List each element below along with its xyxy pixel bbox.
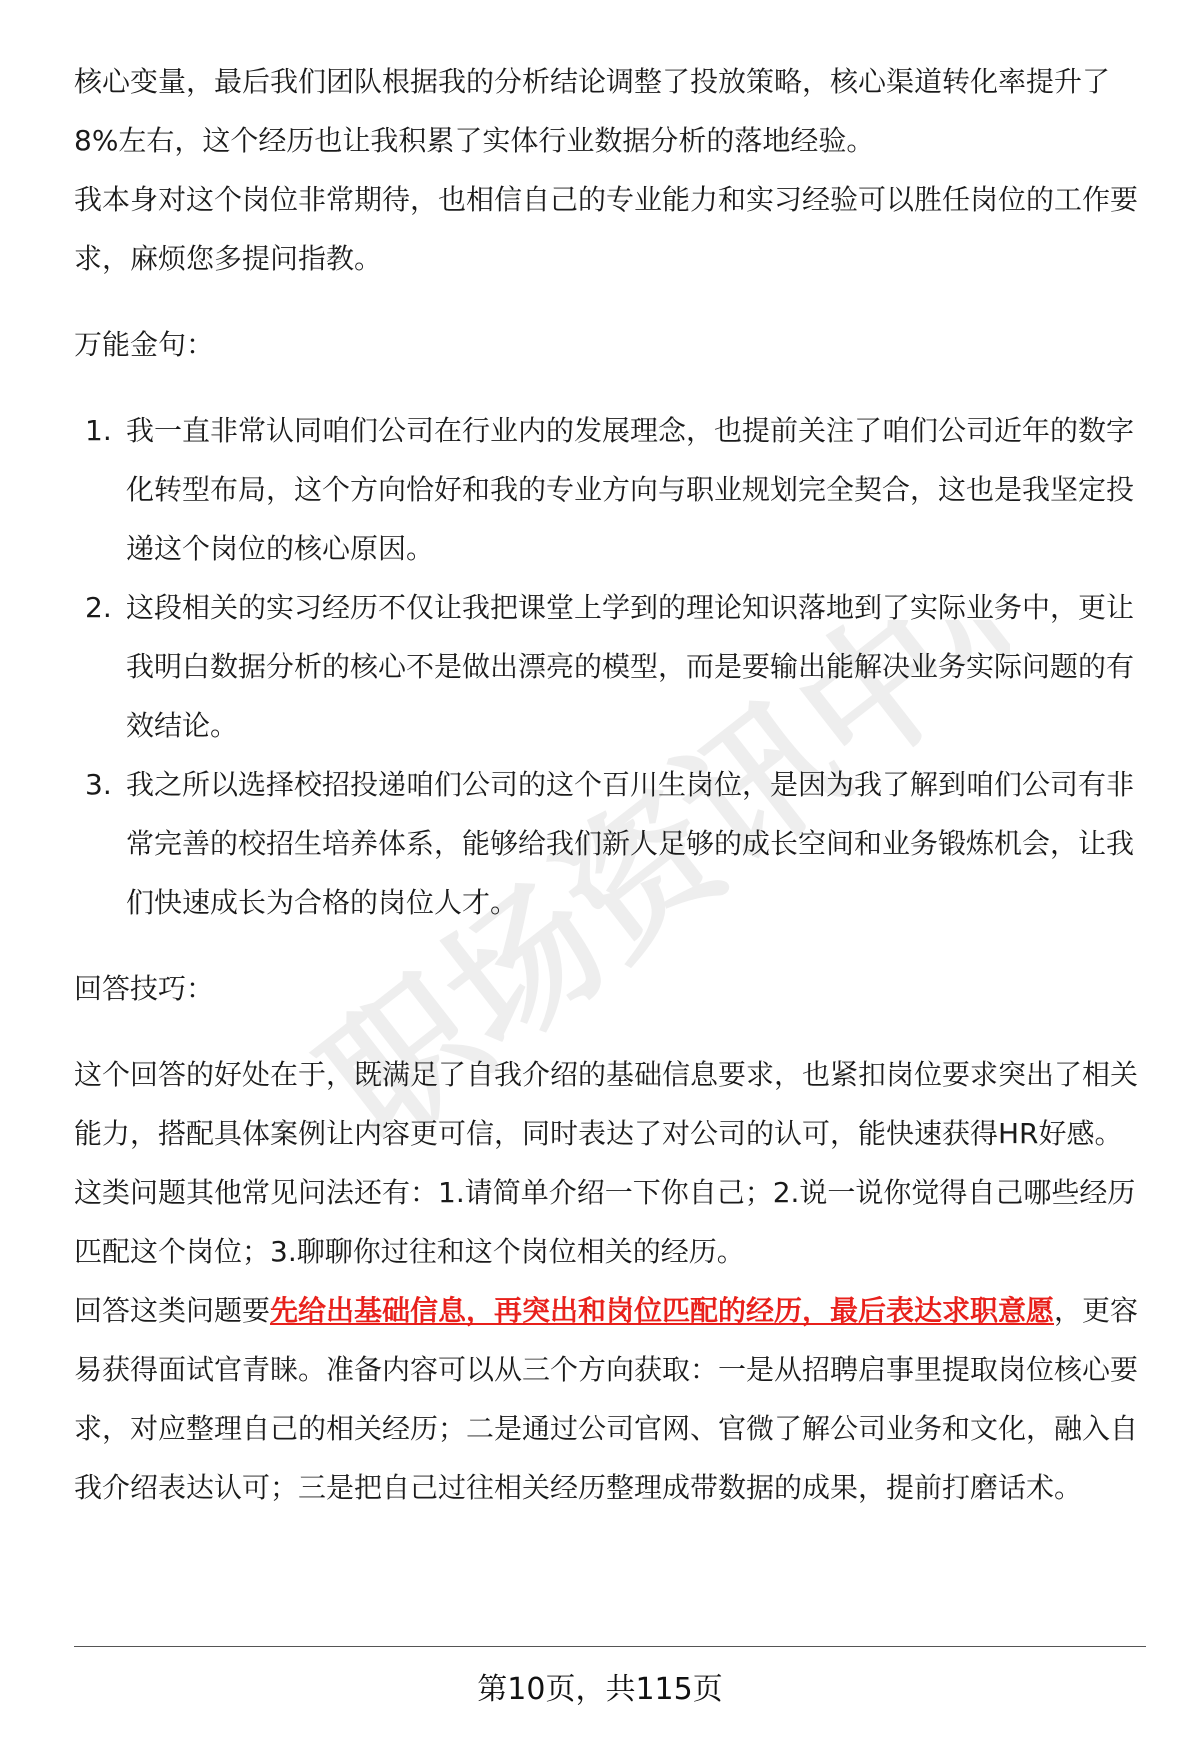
footer-divider xyxy=(74,1646,1146,1647)
list-item xyxy=(74,401,1146,578)
paragraph-tips-method xyxy=(74,1281,1146,1517)
page-number: 第10页，共115页 xyxy=(477,1672,723,1707)
list-item xyxy=(74,755,1146,932)
heading-golden-sentences: 万能金句： xyxy=(74,328,215,361)
tips-method-highlight: 先给出基础信息，再突出和岗位匹配的经历，最后表达求职意愿 xyxy=(270,1294,1055,1327)
heading-answer-tips: 回答技巧： xyxy=(74,972,215,1005)
paragraph-tips-benefits: 这个回答的好处在于，既满足了自我介绍的基础信息要求，也紧扣岗位要求突出了相关能力，搭配具体案例让内容更可信，同时表达了对公司的认可，能快速获得HR好感。这类问题其他常见问法还有：1.请简单介绍一下你自己；2.说一说你觉得自己哪些经历匹配这个岗位；3.聊聊你过往和这个岗位相关的经历。 xyxy=(74,1058,1139,1268)
tips-method-suffix: ，更容易获得面试官青睐。准备内容可以从三个方向获取：一是从招聘启事里提取岗位核心要求，对应整理自己的相关经历；二是通过公司官网、官微了解公司业务和文化，融入自我介绍表达认可；三是把自己过往相关经历整理成带数据的成果，提前打磨话术。 xyxy=(74,1294,1139,1504)
watermark-text: 职场资讯中心 xyxy=(293,620,1010,1176)
list-item-number: 3. xyxy=(85,768,112,801)
list-item-text: 这段相关的实习经历不仅让我把课堂上学到的理论知识落地到了实际业务中，更让我明白数据分析的核心不是做出漂亮的模型，而是要输出能解决业务实际问题的有效结论。 xyxy=(126,591,1135,742)
list-item-text: 我一直非常认同咱们公司在行业内的发展理念，也提前关注了咱们公司近年的数字化转型布局，这个方向恰好和我的专业方向与职业规划完全契合，这也是我坚定投递这个岗位的核心原因。 xyxy=(126,414,1135,565)
paragraph-closing: 我本身对这个岗位非常期待，也相信自己的专业能力和实习经验可以胜任岗位的工作要求，麻烦您多提问指教。 xyxy=(74,183,1139,275)
list-item-number: 2. xyxy=(85,591,112,624)
golden-sentences-list xyxy=(74,401,1146,932)
list-item xyxy=(74,578,1146,755)
list-item-number: 1. xyxy=(85,414,112,447)
tips-method-prefix: 回答这类问题要 xyxy=(74,1294,271,1327)
document-body xyxy=(74,52,1146,1517)
paragraph-experience-result: 核心变量，最后我们团队根据我的分析结论调整了投放策略，核心渠道转化率提升了8%左右，这个经历也让我积累了实体行业数据分析的落地经验。 xyxy=(74,65,1111,157)
list-item-text: 我之所以选择校招投递咱们公司的这个百川生岗位，是因为我了解到咱们公司有非常完善的校招生培养体系，能够给我们新人足够的成长空间和业务锻炼机会，让我们快速成长为合格的岗位人才。 xyxy=(126,768,1135,919)
